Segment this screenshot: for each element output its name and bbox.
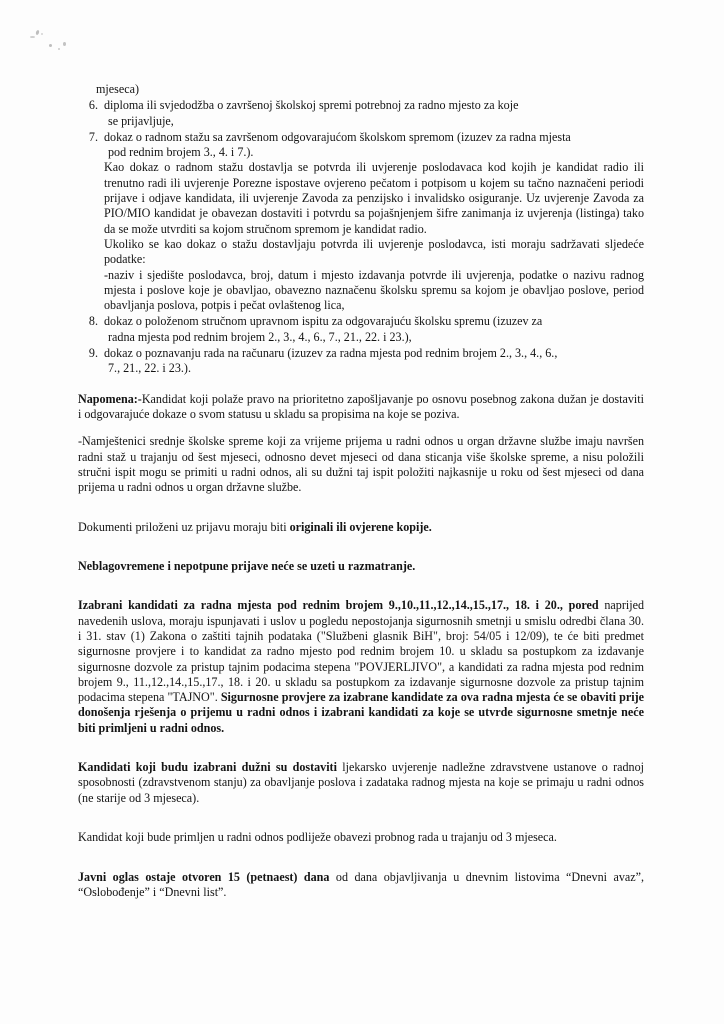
scan-speck-icon	[35, 30, 39, 36]
list-item-subtext: radna mjesta pod rednim brojem 2., 3., 4., 6., 7., 21., 22. i 23.),	[108, 329, 412, 344]
note-text-2: -Namještenici srednje školske spreme koji za vrijeme prijema u radni odnos u organ državne službe imaju navršen radni staž u trajanju od šest mjeseci, odnosno devet mjeseci od dana sticanja više školske spreme, a nisu položili stručni ispit mogu se primiti u radni odnos, ali su dužni taj ispit položiti najkasnije u roku od šest mjeseci od dana prijema u radni odnos u organ državne službe.	[78, 434, 644, 495]
documents-originals-prefix: Dokumenti priloženi uz prijavu moraju biti	[78, 519, 290, 534]
public-ad-paragraph	[78, 870, 644, 901]
requirements-intro-paragraph: Ukoliko se kao dokaz o stažu dostavljaju potvrda ili uvjerenje poslodavca, isti moraju sadržavati sljedeće podatke:	[104, 236, 644, 267]
documents-originals-line	[78, 520, 644, 535]
probation-line: Kandidat koji bude primljen u radni odnos podliježe obavezi probnog rada u trajanju od 3 mjeseca.	[78, 830, 557, 845]
list-item-subtext: se prijavljuje,	[108, 113, 174, 128]
spacer	[78, 586, 644, 598]
note-paragraph-2	[78, 434, 644, 495]
list-item	[78, 314, 644, 345]
requirements-list-part-1	[78, 98, 644, 160]
requirements-list-part-2	[78, 314, 644, 376]
selected-candidates-paragraph	[78, 598, 644, 736]
list-item-text: dokaz o radnom stažu sa završenom odgovarajućom školskom spremom (izuzev za radna mjesta	[104, 129, 571, 144]
list-item-text: dokaz o položenom stručnom upravnom ispitu za odgovarajuću školsku spremu (izuzev za	[104, 314, 543, 329]
selected-candidates-bold-1: Izabrani kandidati za radna mjesta pod rednim brojem 9.,10.,11.,12.,14.,15.,17., 18. i 20., pored	[78, 598, 599, 613]
medical-certificate-paragraph	[78, 760, 644, 806]
work-proof-paragraph: Kao dokaz o radnom stažu dostavlja se potvrda ili uvjerenje poslodavaca kod kojih je kandidat radio ili trenutno radi ili uvjerenje Porezne ispostave ovjereno pečatom i potpisom u kojem su tačno naznačeni periodi prijave i odjave kandidata, ili uvjerenje Zavoda za penzijsko i invalidsko osiguranje. Uz uvjerenje Zavoda za PIO/MIO kandidat je obavezan dostaviti i potvrdu sa pojašnjenjem šifre zanimanja iz uvjerenja (listinga) tako da se može utvrditi sa kojom stručnom spremom je kandidat radio.	[104, 160, 644, 236]
spacer	[78, 858, 644, 870]
late-applications-line	[78, 559, 644, 574]
requirements-dash-paragraph: -naziv i sjedište poslodavca, broj, datum i mjesto izdavanja potvrde ili uvjerenja, podatke o nazivu radnog mjesta i poslove koje je obavljao, obavezno naznačenu školsku spremu sa kojom je obavljao poslove, period obavljanja poslova, potpis i pečat ovlaštenog lica,	[104, 267, 644, 313]
scan-speck-icon	[41, 33, 43, 35]
list-item-number: 9.	[88, 346, 98, 361]
note-text-1: Kandidat koji polaže pravo na prioritetno zapošljavanje po osnovu posebnog zakona dužan je dostaviti i odgovarajuće dokaze o svom statusu u skladu sa propisima na koje se poziva.	[78, 391, 644, 421]
documents-originals-bold: originali ili ovjerene kopije.	[289, 519, 432, 534]
medical-certificate-normal: ljekarsko uvjerenje nadležne zdravstvene ustanove o radnoj sposobnosti (zdravstvenom stanju) za obavljanje poslova i zadataka radnog mjesta na koje se primaju u radni odnos (ne starije od 3 mjeseca).	[78, 760, 644, 805]
list-item-number: 7.	[88, 129, 98, 144]
spacer	[78, 508, 644, 520]
list-item	[78, 130, 644, 161]
spacer	[78, 818, 644, 830]
list-item-number: 6.	[88, 98, 98, 113]
selected-candidates-normal-1: naprijed navedenih uslova, moraju ispunjavati i uslov u pogledu nepostojanja sigurnosnih smetnji u smislu odredbi člana 30. i 31. stav (1) Zakona o zaštiti tajnih podataka ("Službeni glasnik BiH", broj: 54/05 i 12/09), te će biti predmet sigurnosne provjere i to kandidat za radno mjesto pod rednim brojem 10. u skladu sa postupkom za izdavanje sigurnosne dozvole za pristup tajnim podacima stepena "POVJERLJIVO", a kandidati za radna mjesta pod rednim brojem 9., 11.,12.,14.,15.,17., 18. i 20. u skladu sa postupkom za izdavanje sigurnosne dozvole za pristup tajnim podacima stepena "TAJNO".	[78, 598, 644, 705]
list-item-subtext: pod rednim brojem 3., 4. i 7.).	[108, 145, 254, 160]
public-ad-normal: od dana objavljivanja u dnevnim listovima “Dnevni avaz”, “Oslobođenje” i “Dnevni list”.	[78, 869, 644, 899]
list-item	[78, 98, 644, 129]
list-item-number: 8.	[88, 314, 98, 329]
list-item-text: diploma ili svjedodžba o završenoj školskoj spremi potrebnoj za radno mjesto za koje	[104, 98, 519, 113]
top-fragment-text: mjeseca)	[96, 82, 139, 96]
scan-speck-icon	[58, 48, 60, 50]
selected-candidates-bold-2: Sigurnosne provjere za izabrane kandidate za ova radna mjesta će se obaviti prije donošenja rješenja o prijemu u radni odnos i izabrani kandidati za koje se utvrde sigurnosne smetnje neće biti primljeni u radni odnos.	[78, 690, 644, 735]
note-label: Napomena:-	[78, 391, 142, 406]
scan-speck-icon	[49, 44, 52, 47]
scan-speck-icon	[30, 36, 35, 38]
spacer	[78, 377, 644, 392]
list-item-text: dokaz o poznavanju rada na računaru (izuzev za radna mjesta pod rednim brojem 2., 3., 4., 6.,	[104, 346, 558, 361]
late-applications-text: Neblagovremene i nepotpune prijave neće se uzeti u razmatranje.	[78, 559, 416, 573]
list-item	[78, 346, 644, 377]
spacer	[78, 547, 644, 559]
medical-certificate-bold: Kandidati koji budu izabrani dužni su dostaviti	[78, 760, 337, 775]
note-paragraph	[78, 392, 644, 423]
list-item-subtext: 7., 21., 22. i 23.).	[108, 361, 191, 376]
public-ad-bold: Javni oglas ostaje otvoren 15 (petnaest) dana	[78, 869, 330, 884]
scan-speck-icon	[63, 42, 66, 46]
document-body	[78, 82, 644, 912]
spacer	[78, 748, 644, 760]
